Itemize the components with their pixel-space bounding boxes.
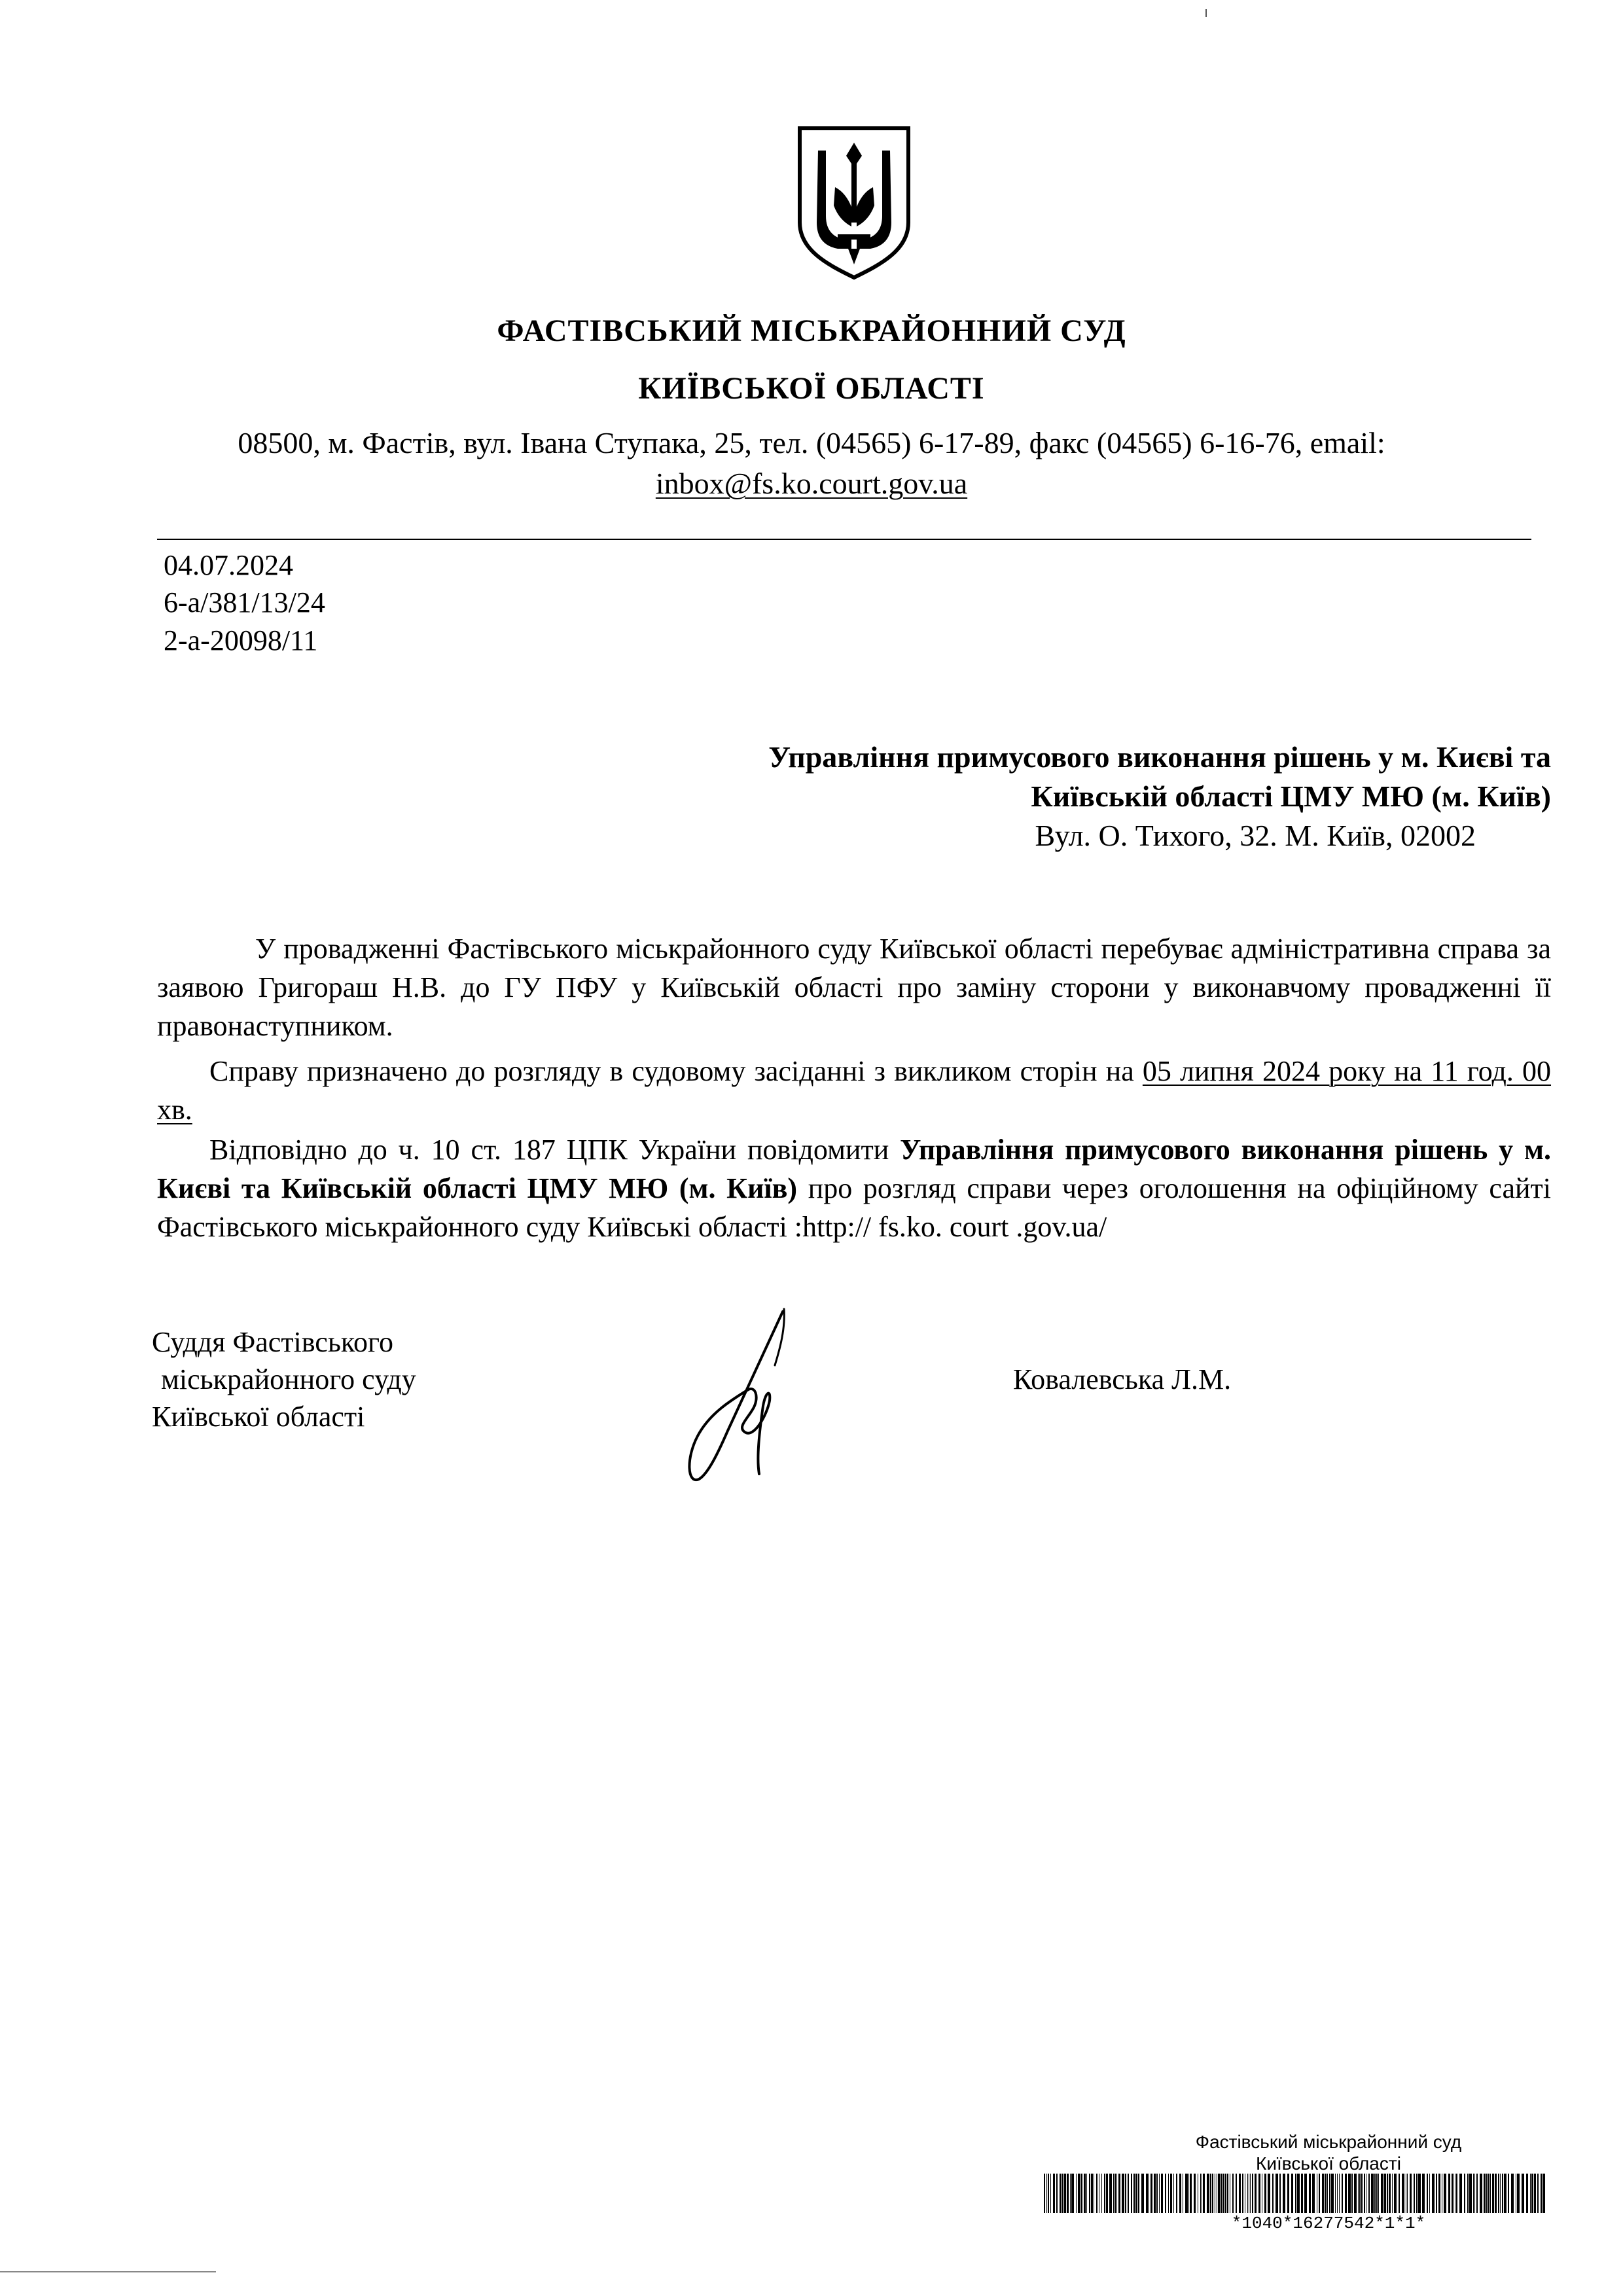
barcode-bar bbox=[1476, 2174, 1478, 2213]
barcode-bar bbox=[1128, 2174, 1129, 2213]
barcode-bar bbox=[1070, 2174, 1071, 2213]
barcode-bar bbox=[1255, 2174, 1257, 2213]
barcode-bar bbox=[1225, 2174, 1226, 2213]
barcode-bar bbox=[1492, 2174, 1494, 2213]
barcode-bar bbox=[1190, 2174, 1192, 2213]
barcode-bar bbox=[1141, 2174, 1144, 2213]
signer-title-line3: Київської області bbox=[152, 1401, 365, 1433]
barcode-bar bbox=[1297, 2174, 1300, 2213]
barcode-bar bbox=[1056, 2174, 1058, 2213]
case-number: 2-а-20098/11 bbox=[164, 624, 318, 656]
barcode-bar bbox=[1207, 2174, 1209, 2213]
barcode-bar bbox=[1484, 2174, 1486, 2213]
barcode-bar bbox=[1275, 2174, 1278, 2213]
barcode-bar bbox=[1264, 2174, 1266, 2213]
registration-stamp-court: Фастівський міськрайонний суд bbox=[1195, 2132, 1462, 2152]
barcode-bar bbox=[1410, 2174, 1412, 2213]
barcode-bar bbox=[1232, 2174, 1234, 2213]
body-paragraph-2 bbox=[157, 1052, 1551, 1129]
barcode-bar bbox=[1543, 2174, 1545, 2213]
barcode-bar bbox=[1351, 2174, 1353, 2213]
barcode-bar bbox=[1084, 2174, 1086, 2213]
barcode-bar bbox=[1486, 2174, 1488, 2213]
barcode-bar bbox=[1252, 2174, 1253, 2213]
barcode-bar bbox=[1416, 2174, 1418, 2213]
barcode-bar bbox=[1283, 2174, 1285, 2213]
barcode-bar bbox=[1122, 2174, 1124, 2213]
barcode-bar bbox=[1495, 2174, 1497, 2213]
barcode-bar bbox=[1188, 2174, 1189, 2213]
barcode-bar bbox=[1200, 2174, 1201, 2213]
court-name-line2: КИЇВСЬКОЇ ОБЛАСТІ bbox=[638, 371, 985, 406]
barcode-bar bbox=[1325, 2174, 1327, 2213]
barcode-bar bbox=[1135, 2174, 1137, 2213]
barcode-bar bbox=[1480, 2174, 1482, 2213]
barcode-bar bbox=[1218, 2174, 1221, 2213]
barcode-bar bbox=[1422, 2174, 1425, 2213]
barcode-bar bbox=[1345, 2174, 1347, 2213]
barcode-bar bbox=[1081, 2174, 1082, 2213]
barcode-bar bbox=[1444, 2174, 1446, 2213]
barcode-bar bbox=[1384, 2174, 1386, 2213]
document-date: 04.07.2024 bbox=[164, 549, 293, 581]
barcode-bar bbox=[1337, 2174, 1338, 2213]
barcode-bar bbox=[1104, 2174, 1105, 2213]
barcode-bar bbox=[1150, 2174, 1152, 2213]
notice-text-start: Відповідно до ч. 10 ст. 187 ЦПК України повідомити bbox=[209, 1134, 901, 1166]
barcode-bar bbox=[1067, 2174, 1069, 2213]
barcode-bar bbox=[1096, 2174, 1097, 2213]
barcode-bar bbox=[1109, 2174, 1112, 2213]
barcode-bar bbox=[1146, 2174, 1149, 2213]
signer-name: Ковалевська Л.М. bbox=[1013, 1363, 1232, 1395]
signer-title-line1: Суддя Фастівського bbox=[152, 1326, 393, 1358]
barcode-bar bbox=[1170, 2174, 1172, 2213]
barcode-bar bbox=[1287, 2174, 1289, 2213]
barcode-bar bbox=[1272, 2174, 1274, 2213]
barcode-bar bbox=[1304, 2174, 1307, 2213]
barcode-bar bbox=[1086, 2174, 1087, 2213]
handwritten-signature bbox=[668, 1302, 818, 1486]
barcode-bar bbox=[1319, 2174, 1320, 2213]
addressee-address: Вул. О. Тихого, 32. М. Київ, 02002 bbox=[1035, 819, 1476, 852]
barcode-bar bbox=[1432, 2174, 1435, 2213]
body-paragraph-1: У провадженні Фастівського міськрайонного суду Київської області перебуває адміністративна справа за заявою Григораш Н.В. до ГУ ПФУ у Київській області про заміну сторони у виконавчому провадженні її правонаступником. bbox=[157, 933, 1551, 1042]
barcode-bar bbox=[1504, 2174, 1506, 2213]
barcode-bar bbox=[1091, 2174, 1093, 2213]
notice-recipient: Управління примусового виконання рішень у м. Києві та Київській області ЦМУ МЮ (м. Київ) bbox=[157, 1134, 1551, 1204]
barcode-bar bbox=[1076, 2174, 1077, 2213]
barcode-bar bbox=[1295, 2174, 1296, 2213]
barcode-bar bbox=[1526, 2174, 1528, 2213]
addressee-name-line2: Київській області ЦМУ МЮ (м. Київ) bbox=[1031, 780, 1551, 813]
barcode-bar bbox=[1342, 2174, 1343, 2213]
barcode-bar bbox=[1335, 2174, 1336, 2213]
barcode-bar bbox=[1371, 2174, 1374, 2213]
barcode-bar bbox=[1389, 2174, 1391, 2213]
barcode-bar bbox=[1517, 2174, 1520, 2213]
barcode-bar bbox=[1242, 2174, 1243, 2213]
barcode-bar bbox=[1173, 2174, 1174, 2213]
barcode-bar bbox=[1474, 2174, 1475, 2213]
barcode-bar bbox=[1348, 2174, 1351, 2213]
barcode-bar bbox=[1309, 2174, 1311, 2213]
barcode-bar bbox=[1358, 2174, 1359, 2213]
barcode-bar bbox=[1185, 2174, 1188, 2213]
barcode-bar bbox=[1392, 2174, 1393, 2213]
scan-artifact-mark bbox=[1205, 9, 1207, 17]
barcode-bar bbox=[1331, 2174, 1334, 2213]
barcode-bar bbox=[1376, 2174, 1378, 2213]
header-divider bbox=[157, 539, 1531, 540]
barcode-bar bbox=[1239, 2174, 1241, 2213]
barcode-bar bbox=[1464, 2174, 1465, 2213]
barcode-bar bbox=[1452, 2174, 1454, 2213]
barcode-bar bbox=[1361, 2174, 1363, 2213]
barcode-bar bbox=[1210, 2174, 1211, 2213]
barcode-bar bbox=[1116, 2174, 1117, 2213]
barcode-bar bbox=[1176, 2174, 1177, 2213]
barcode-bar bbox=[1125, 2174, 1126, 2213]
barcode-bar bbox=[1327, 2174, 1328, 2213]
barcode-bar bbox=[1378, 2174, 1379, 2213]
barcode-bar bbox=[1429, 2174, 1430, 2213]
barcode-bar bbox=[1138, 2174, 1139, 2213]
barcode-bar bbox=[1113, 2174, 1114, 2213]
barcode-bar bbox=[1448, 2174, 1450, 2213]
barcode-bar bbox=[1490, 2174, 1491, 2213]
barcode-bar bbox=[1227, 2174, 1228, 2213]
barcode-bar bbox=[1368, 2174, 1370, 2213]
barcode-bar bbox=[1194, 2174, 1196, 2213]
barcode-number: *1040*16277542*1*1* bbox=[1231, 2214, 1426, 2233]
barcode-bar bbox=[1467, 2174, 1469, 2213]
barcode-bar bbox=[1168, 2174, 1169, 2213]
barcode-bar bbox=[1537, 2174, 1539, 2213]
barcode-bar bbox=[1250, 2174, 1251, 2213]
barcode-bar bbox=[1179, 2174, 1181, 2213]
barcode-bar bbox=[1500, 2174, 1501, 2213]
barcode-bar bbox=[1436, 2174, 1437, 2213]
barcode-bar bbox=[1060, 2174, 1061, 2213]
outgoing-number: 6-а/381/13/24 bbox=[164, 586, 325, 619]
barcode-bar bbox=[1221, 2174, 1222, 2213]
barcode-bar bbox=[1062, 2174, 1063, 2213]
barcode-bar bbox=[1438, 2174, 1440, 2213]
barcode-bar bbox=[1154, 2174, 1156, 2213]
barcode-bar bbox=[1359, 2174, 1361, 2213]
barcode-bar bbox=[1387, 2174, 1388, 2213]
barcode-bar bbox=[1064, 2174, 1066, 2213]
barcode-bar bbox=[1301, 2174, 1303, 2213]
barcode-bar bbox=[1156, 2174, 1158, 2213]
notice-text-end: про розгляд справи через оголошення на офіційному сайті Фастівського міськрайонного суду Київські області :http:// fs.ko. court .gov.ua/ bbox=[157, 1172, 1551, 1243]
barcode-bar bbox=[1381, 2174, 1383, 2213]
hearing-datetime: 05 липня 2024 року на 11 год. 00 хв. bbox=[157, 1055, 1552, 1126]
barcode-bar bbox=[1268, 2174, 1270, 2213]
court-address: 08500, м. Фастів, вул. Івана Ступака, 25, тел. (04565) 6-17-89, факс (04565) 6-16-76, email: bbox=[238, 426, 1385, 459]
barcode-bar bbox=[1364, 2174, 1365, 2213]
barcode-bar bbox=[1247, 2174, 1248, 2213]
court-email-link[interactable]: inbox@fs.ko.court.gov.ua bbox=[655, 467, 968, 500]
scan-artifact-edge bbox=[0, 2271, 216, 2272]
barcode-bar bbox=[1473, 2174, 1474, 2213]
barcode-bar bbox=[1530, 2174, 1531, 2213]
barcode-bar bbox=[1078, 2174, 1080, 2213]
barcode-bar bbox=[1541, 2174, 1543, 2213]
barcode-bar bbox=[1258, 2174, 1260, 2213]
barcode-bar bbox=[1399, 2174, 1400, 2213]
barcode-bar bbox=[1212, 2174, 1213, 2213]
barcode-bar bbox=[1161, 2174, 1163, 2213]
barcode-bar bbox=[1118, 2174, 1120, 2213]
barcode bbox=[1044, 2174, 1548, 2213]
court-email-line bbox=[0, 466, 1623, 501]
barcode-bar bbox=[1531, 2174, 1533, 2213]
barcode-bar bbox=[1165, 2174, 1166, 2213]
court-name-line1: ФАСТІВСЬКИЙ МІСЬКРАЙОННИЙ СУД bbox=[497, 314, 1126, 348]
barcode-bar bbox=[1071, 2174, 1074, 2213]
barcode-bar bbox=[1354, 2174, 1357, 2213]
barcode-bar bbox=[1394, 2174, 1397, 2213]
barcode-bar bbox=[1427, 2174, 1428, 2213]
barcode-bar bbox=[1508, 2174, 1509, 2213]
barcode-bar bbox=[1488, 2174, 1489, 2213]
barcode-bar bbox=[1312, 2174, 1315, 2213]
barcode-bar bbox=[1456, 2174, 1457, 2213]
barcode-bar bbox=[1534, 2174, 1536, 2213]
barcode-bar bbox=[1044, 2174, 1045, 2213]
barcode-bar bbox=[1050, 2174, 1051, 2213]
signer-title-line2: міськрайонного суду bbox=[161, 1363, 416, 1395]
addressee-name-line1: Управління примусового виконання рішень у м. Києві та bbox=[768, 740, 1551, 774]
barcode-bar bbox=[1115, 2174, 1116, 2213]
barcode-bar bbox=[1291, 2174, 1293, 2213]
barcode-bar bbox=[1159, 2174, 1160, 2213]
barcode-bar bbox=[1498, 2174, 1499, 2213]
barcode-bar bbox=[1279, 2174, 1281, 2213]
barcode-bar bbox=[1418, 2174, 1421, 2213]
barcode-bar bbox=[1329, 2174, 1330, 2213]
barcode-bar bbox=[1402, 2174, 1404, 2213]
barcode-bar bbox=[1322, 2174, 1324, 2213]
barcode-bar bbox=[1374, 2174, 1376, 2213]
barcode-bar bbox=[1522, 2174, 1524, 2213]
barcode-bar bbox=[1133, 2174, 1135, 2213]
barcode-bar bbox=[1046, 2174, 1047, 2213]
barcode-bar bbox=[1203, 2174, 1205, 2213]
barcode-bar bbox=[1089, 2174, 1090, 2213]
body-paragraph-3 bbox=[157, 1130, 1551, 1246]
barcode-bar bbox=[1502, 2174, 1503, 2213]
barcode-bar bbox=[1048, 2174, 1049, 2213]
barcode-bar bbox=[1101, 2174, 1102, 2213]
barcode-bar bbox=[1131, 2174, 1132, 2213]
barcode-bar bbox=[1222, 2174, 1224, 2213]
barcode-bar bbox=[1053, 2174, 1055, 2213]
barcode-bar bbox=[1106, 2174, 1108, 2213]
registration-stamp-region: Київської області bbox=[1256, 2153, 1401, 2174]
barcode-bar bbox=[1407, 2174, 1408, 2213]
trident-coat-of-arms-icon bbox=[792, 124, 916, 281]
barcode-bar bbox=[1236, 2174, 1237, 2213]
barcode-bar bbox=[1339, 2174, 1340, 2213]
barcode-bar bbox=[1414, 2174, 1415, 2213]
barcode-bar bbox=[1469, 2174, 1472, 2213]
barcode-bar bbox=[1459, 2174, 1462, 2213]
hearing-text: Справу призначено до розгляду в судовому засіданні з викликом сторін на bbox=[209, 1055, 1143, 1087]
barcode-bar bbox=[1511, 2174, 1514, 2213]
